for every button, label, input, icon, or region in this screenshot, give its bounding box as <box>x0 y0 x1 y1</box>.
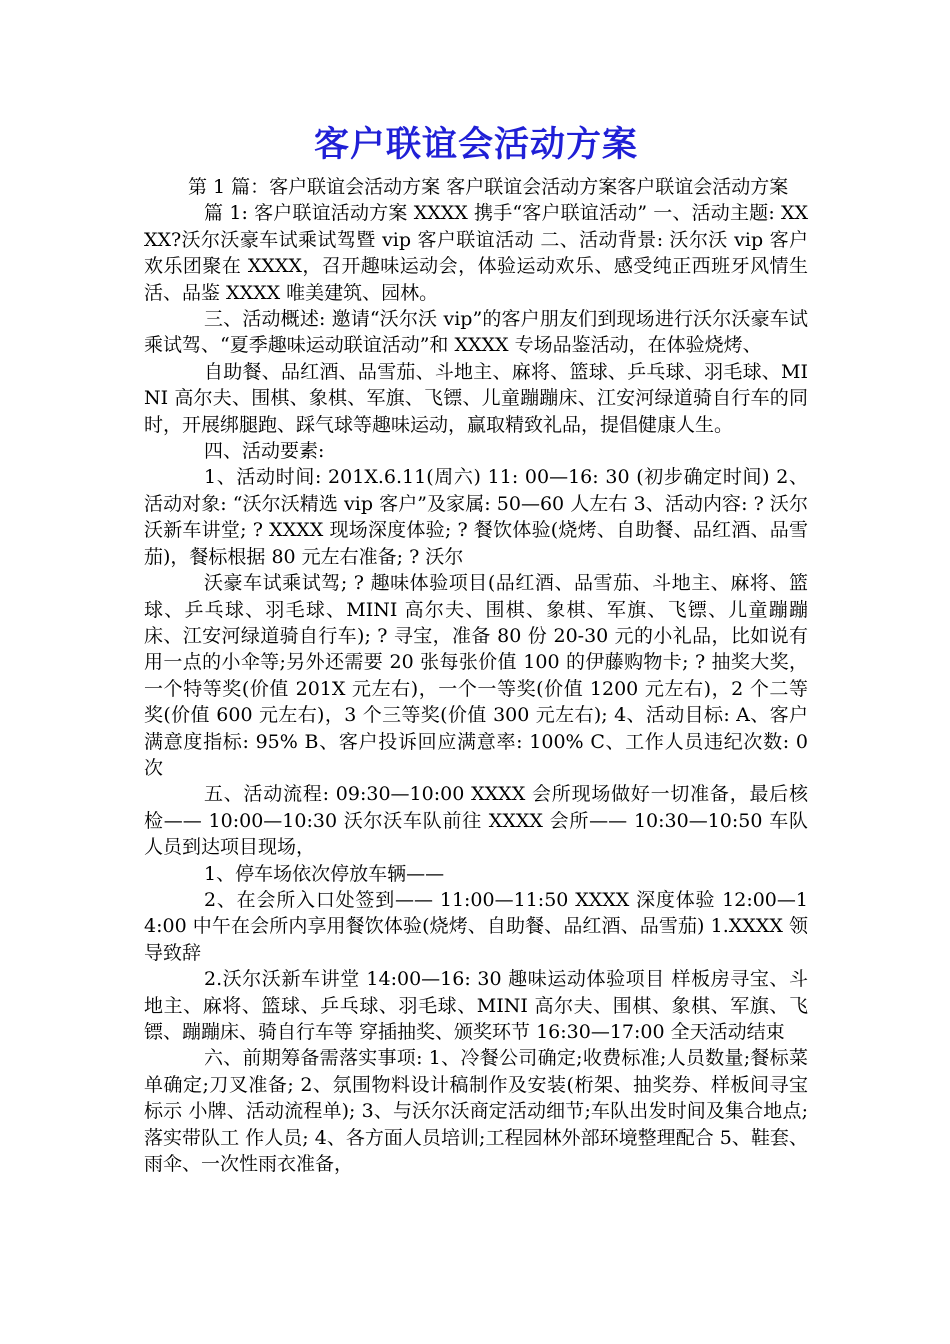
body-paragraph-activities: 自助餐、品红酒、品雪茄、斗地主、麻将、篮球、乒乓球、羽毛球、MINI 高尔夫、围棋、象棋、军旗、飞镖、儿童蹦蹦床、江安河绿道骑自行车的同时，开展绑腿跑、踩气球等趣味运动，赢取精致礼品，提倡健康人生。 <box>144 360 808 436</box>
body-paragraph-overview: 三、活动概述: 邀请“沃尔沃 vip”的客户朋友们到现场进行沃尔沃豪车试乘试驾、“夏季趣味运动联谊活动”和 XXXX 专场品鉴活动，在体验烧烤、 <box>144 308 808 357</box>
body-paragraph-parking: 1、停车场依次停放车辆—— <box>204 862 445 885</box>
body-paragraph-lecture: 2.沃尔沃新车讲堂 14:00—16: 30 趣味运动体验项目 样板房寻宝、斗地主、麻将、篮球、乒乓球、羽毛球、MINI 高尔夫、围棋、象棋、军旗、飞镖、蹦蹦床、骑自行车等 穿插抽奖、颁奖环节 16:30—17:00 全天活动结束 <box>144 968 808 1043</box>
body-paragraph-content-goals: 沃豪车试乘试驾; ? 趣味体验项目(品红酒、品雪茄、斗地主、麻将、篮球、乒乓球、羽毛球、MINI 高尔夫、围棋、象棋、军旗、飞镖、儿童蹦蹦床、江安河绿道骑自行车); ? 寻宝，准备 80 份 20-30 元的小礼品，比如说有用一点的小伞等;另外还需要 20 张每张价值 100 的伊藤购物卡; ? 抽奖大奖，一个特等奖(价值 201X 元左右)，一个一等奖(价值 1200 元左右)，2 个二等奖(价值 600 元左右)，3 个三等奖(价值 300 元左右); 4、活动目标: A、客户满意度指标: 95% B、客户投诉回应满意率: 100% C、工作人员违纪次数: 0 次 <box>144 572 808 779</box>
body-paragraph-process: 五、活动流程: 09:30—10:00 XXXX 会所现场做好一切准备，最后核检—— 10:00—10:30 沃尔沃车队前往 XXXX 会所—— 10:30—10:50 车队人员到达项目现场， <box>144 783 808 859</box>
document-page <box>144 120 808 1177</box>
section-heading-elements: 四、活动要素: <box>204 440 325 463</box>
body-paragraph-preparation: 六、前期筹备需落实事项: 1、冷餐公司确定;收费标准;人员数量;餐标菜单确定;刀叉准备; 2、氛围物料设计稿制作及安装(桁架、抽奖券、样板间寻宝标示 小牌、活动流程单); 3、与沃尔沃商定活动细节;车队出发时间及集合地点;落实带队工 作人员; 4、各方面人员培训;工程园林外部环境整理配合 5、鞋套、雨伞、一次性雨衣准备， <box>144 1047 808 1176</box>
intro-paragraph: 第 1 篇：客户联谊会活动方案 客户联谊会活动方案客户联谊会活动方案 <box>188 176 789 198</box>
body-paragraph-checkin: 2、在会所入口处签到—— 11:00—11:50 XXXX 深度体验 12:00—14:00 中午在会所内享用餐饮体验(烧烤、自助餐、品红酒、品雪茄) 1.XXXX 领导致辞 <box>144 888 808 964</box>
body-paragraph-time-audience: 1、活动时间: 201X.6.11(周六) 11: 00—16: 30 (初步确定时间) 2、活动对象: “沃尔沃精选 vip 客户”及家属: 50—60 人左右 3、活动内容: ? 沃尔沃新车讲堂; ? XXXX 现场深度体验; ? 餐饮体验(烧烤、自助餐、品红酒、品雪茄)，餐标根据 80 元左右准备; ? 沃尔 <box>144 466 808 568</box>
document-title: 客户联谊会活动方案 <box>313 124 638 165</box>
body-paragraph-theme-background: 篇 1: 客户联谊活动方案 XXXX 携手“客户联谊活动” 一、活动主题: XXXX?沃尔沃豪车试乘试驾暨 vip 客户联谊活动 二、活动背景: 沃尔沃 vip 客户欢乐团聚在 XXXX，召开趣味运动会，体验运动欢乐、感受纯正西班牙风情生活、品鉴 XXXX 唯美建筑、园林。 <box>144 202 808 304</box>
